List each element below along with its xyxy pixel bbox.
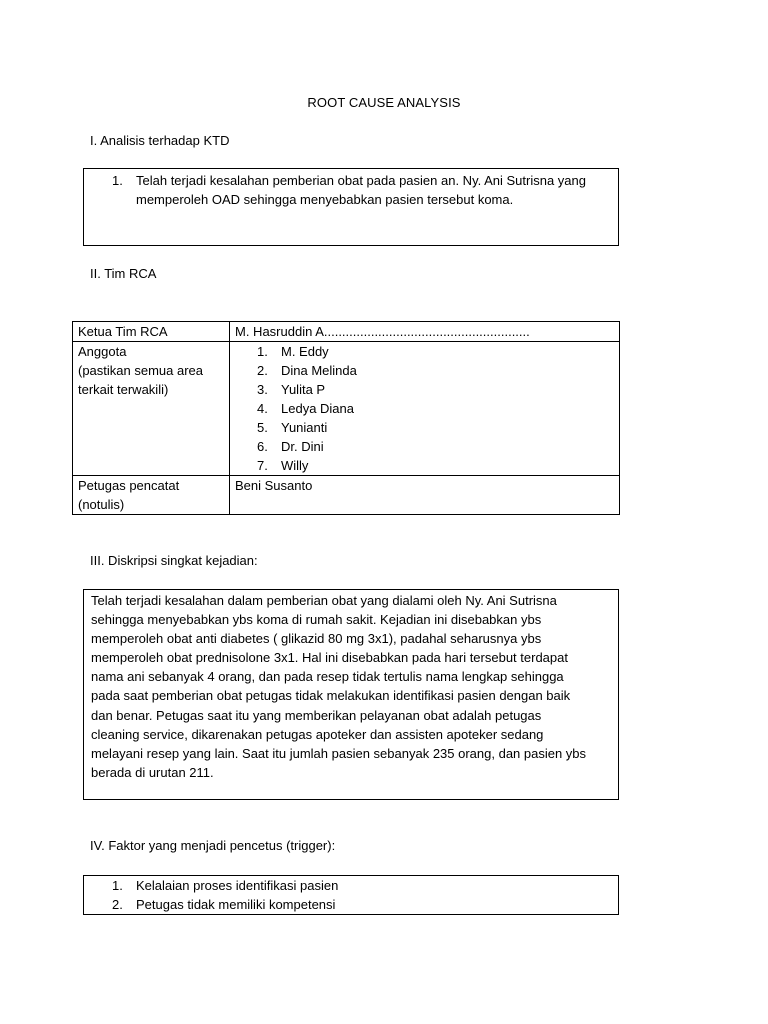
list-number: 3. bbox=[257, 382, 268, 397]
member-name: Willy bbox=[281, 458, 309, 473]
description-line: sehingga menyebabkan ybs koma di rumah sakit. Kejadian ini disebabkan ybs bbox=[91, 612, 542, 628]
table-row bbox=[73, 476, 620, 515]
list-item bbox=[257, 342, 614, 361]
list-item bbox=[112, 895, 612, 914]
description-line: cleaning service, dikarenakan petugas apoteker dan assisten apoteker sedang bbox=[91, 726, 544, 742]
section-3-box bbox=[83, 589, 619, 800]
description-paragraph bbox=[91, 591, 616, 782]
list-item bbox=[257, 399, 614, 418]
list-number: 6. bbox=[257, 439, 268, 454]
section-1-heading: I. Analisis terhadap KTD bbox=[90, 133, 230, 148]
list-number: 2. bbox=[112, 897, 123, 912]
petugas-label-line: Petugas pencatat bbox=[78, 478, 180, 493]
section-3-heading: III. Diskripsi singkat kejadian: bbox=[90, 553, 258, 568]
section-1-box bbox=[83, 168, 619, 246]
table-row bbox=[73, 322, 620, 342]
trigger-list bbox=[112, 876, 612, 914]
rca-team-table bbox=[72, 321, 620, 515]
description-line: memperoleh obat anti diabetes ( glikazid 80 mg 3x1), padahal seharusnya ybs bbox=[91, 631, 542, 647]
description-line: nama ani sebanyak 4 orang, dan pada resep tidak tertulis nama lengkap sehingga bbox=[91, 669, 564, 685]
list-number: 1. bbox=[257, 344, 268, 359]
member-name: Ledya Diana bbox=[281, 401, 354, 416]
list-item bbox=[257, 456, 614, 475]
anggota-label-line: Anggota bbox=[78, 344, 127, 359]
description-line: Telah terjadi kesalahan dalam pemberian obat yang dialami oleh Ny. Ani Sutrisna bbox=[91, 593, 557, 608]
list-item bbox=[257, 418, 614, 437]
description-line: melayani resep yang lain. Saat itu jumlah pasien sebanyak 235 orang, dan pasien ybs bbox=[91, 745, 587, 761]
list-number: 2. bbox=[257, 363, 268, 378]
petugas-label bbox=[73, 476, 230, 515]
trigger-text: Petugas tidak memiliki kompetensi bbox=[136, 897, 336, 912]
members-list bbox=[235, 342, 614, 475]
list-item bbox=[112, 171, 612, 209]
section-2-heading: II. Tim RCA bbox=[90, 266, 157, 281]
list-number: 4. bbox=[257, 401, 268, 416]
member-name: Yunianti bbox=[281, 420, 328, 435]
description-line: berada di urutan 211. bbox=[91, 764, 214, 780]
petugas-value: Beni Susanto bbox=[230, 476, 620, 515]
member-name: M. Eddy bbox=[281, 344, 329, 359]
description-line: memperoleh obat prednisolone 3x1. Hal ini disebabkan pada hari tersebut terdapat bbox=[91, 650, 568, 666]
trigger-text: Kelalaian proses identifikasi pasien bbox=[136, 878, 339, 893]
list-number: 1. bbox=[112, 173, 123, 188]
description-line: dan benar. Petugas saat itu yang memberikan pelayanan obat adalah petugas bbox=[91, 707, 542, 723]
anggota-label bbox=[73, 342, 230, 476]
table-row bbox=[73, 342, 620, 476]
list-number: 1. bbox=[112, 878, 123, 893]
list-item bbox=[257, 437, 614, 456]
petugas-label-line: (notulis) bbox=[78, 497, 125, 512]
list-text-line: Telah terjadi kesalahan pemberian obat pada pasien an. Ny. Ani Sutrisna yang bbox=[136, 173, 586, 188]
ketua-value: M. Hasruddin A......................................................... bbox=[230, 322, 620, 342]
section-4-heading: IV. Faktor yang menjadi pencetus (trigger): bbox=[90, 838, 336, 853]
list-item bbox=[112, 876, 612, 895]
rca-team-table-wrapper bbox=[72, 321, 620, 515]
ketua-label: Ketua Tim RCA bbox=[73, 322, 230, 342]
list-number: 5. bbox=[257, 420, 268, 435]
member-name: Dr. Dini bbox=[281, 439, 324, 454]
list-item bbox=[257, 361, 614, 380]
member-name: Yulita P bbox=[281, 382, 326, 397]
list-number: 7. bbox=[257, 458, 268, 473]
section-1-list bbox=[112, 171, 612, 209]
anggota-members bbox=[230, 342, 620, 476]
member-name: Dina Melinda bbox=[281, 363, 357, 378]
list-text-line: memperoleh OAD sehingga menyebabkan pasien tersebut koma. bbox=[136, 192, 514, 207]
section-4-box bbox=[83, 875, 619, 915]
list-item bbox=[257, 380, 614, 399]
description-line: pada saat pemberian obat petugas tidak melakukan identifikasi pasien dengan baik bbox=[91, 688, 571, 704]
document-title: ROOT CAUSE ANALYSIS bbox=[307, 95, 461, 110]
anggota-label-line: terkait terwakili) bbox=[78, 382, 169, 397]
anggota-label-line: (pastikan semua area bbox=[78, 363, 204, 378]
